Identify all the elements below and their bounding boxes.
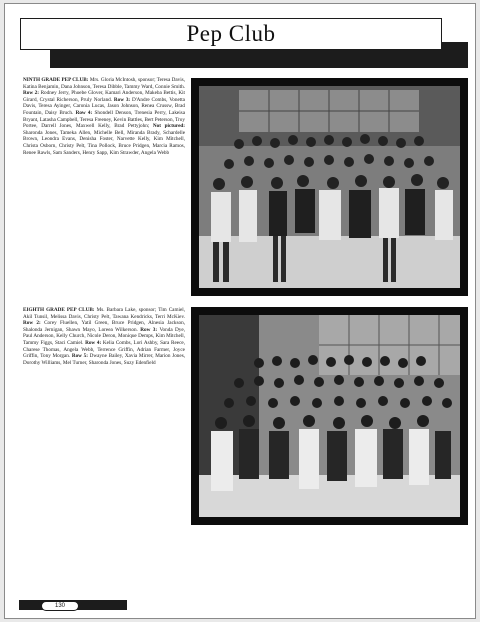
eighth-row3-label: Row 3: [140,326,158,333]
eighth-grade-heading: EIGHTH GRADE PEP CLUB: [23,307,95,313]
eighth-grade-row2: Corey Fluellen, Yatil Green, Bruce Pridgen, Alnesia Jackson, Shalonda Jernigan, Shawn Mayo, Loreea Wilkerson. [23,320,185,333]
ninth-row2-label: Row 2: [23,90,39,97]
ninth-grade-photo-frame [191,78,468,296]
ninth-grade-row1: Mrs. Gloria McIntosh, sponsor; Teresa Davis, Katina Benjamin, Dana Johnson, Teresa Dibble, Tammy Ward, Connie Smith. [23,77,186,90]
eighth-grade-photo-frame [191,307,468,525]
eighth-grade-row5: Dwayne Bailey, Xavia Mirrer, Marion Jones, Dorothy Williams, Mel Turner, Sharonda Jones, Suzy Edenfield [23,353,186,366]
yearbook-page [4,3,476,619]
ninth-row4-label: Row 4: [75,109,93,116]
ninth-grade-group-photo [199,86,460,288]
eighth-grade-row4: Kelia Combs, Lori Ashby, Sara Reece, Charese Thomas, Angela Webb, Terrence Griffin, Adrian Farmer, Joyce Griffin, Tony Morgan. [23,339,185,360]
page-number: 130 [41,601,79,611]
eighth-row4-label: Row 4: [85,339,102,346]
eighth-row2-label: Row 2: [23,320,41,327]
ninth-grade-row4: Shondell Denson, Trenesia Perry, Lakeisa Bryant, Latasha Campbell, Teresa Freeney, Kevin Battles, Bert Peterson, Troy Portee, Darrell Jones, Maxwell Kelly, Brad Pettyjohn; [23,109,185,130]
ninth-row3-label: Row 3: [113,96,131,103]
ninth-grade-heading: NINTH GRADE PEP CLUB: [23,77,89,83]
eighth-grade-row1: Ms. Barbara Lake, sponsor; Tim Camiel, Akil Tunsil, Melissa Davis, Christy Pelt, Tawana Kendricks, Terri McKiev. [23,307,186,320]
page-title: Pep Club [186,21,276,46]
page-number-bar [19,600,127,610]
eighth-grade-row3: Vonda Dye, Paul Anderson, Kelly Church, Nicole Deron, Monique Demps, Kim Mitchell, Tammy Figgs, Staci Camiel. [23,326,185,346]
eighth-row5-label: Row 5: [71,353,88,360]
ninth-grade-row2: Rodney Jerry, Phoebe Glover, Kamari Anderson, Makeba Bettis, Kit Girard, Crystal Richerson, Pruly Norland. [23,90,185,103]
ninth-grade-caption [23,77,185,156]
ninth-grade-row3: D'Andre Combs, Vonetta Davis, Teresa Ayinger, Caronia Lucas, Jason Johnson, Renea Crussw, Brad Fountain, Daisy Bruch. [23,96,185,116]
ninth-grade-not-pictured: Sharonda Jones, Tameka Allen, Michelle Bell, Miranda Brady, Schardelle Brown, Leondra Evans, Denisha Foster, Narvette Kelly, Kim Mitchell, Christa Osborn, Christy Pelt, Tina Pollock, Bruce Pridgen, Marcia Ramos, Renee Rawls, Sam Sanders, Henry Sapp, Kim Strawder, Angela Webb [23,129,185,156]
eighth-grade-group-photo [199,315,460,517]
title-banner [20,18,442,50]
eighth-grade-caption [23,307,185,366]
ninth-not-pictured-label: Not pictured: [152,123,185,130]
